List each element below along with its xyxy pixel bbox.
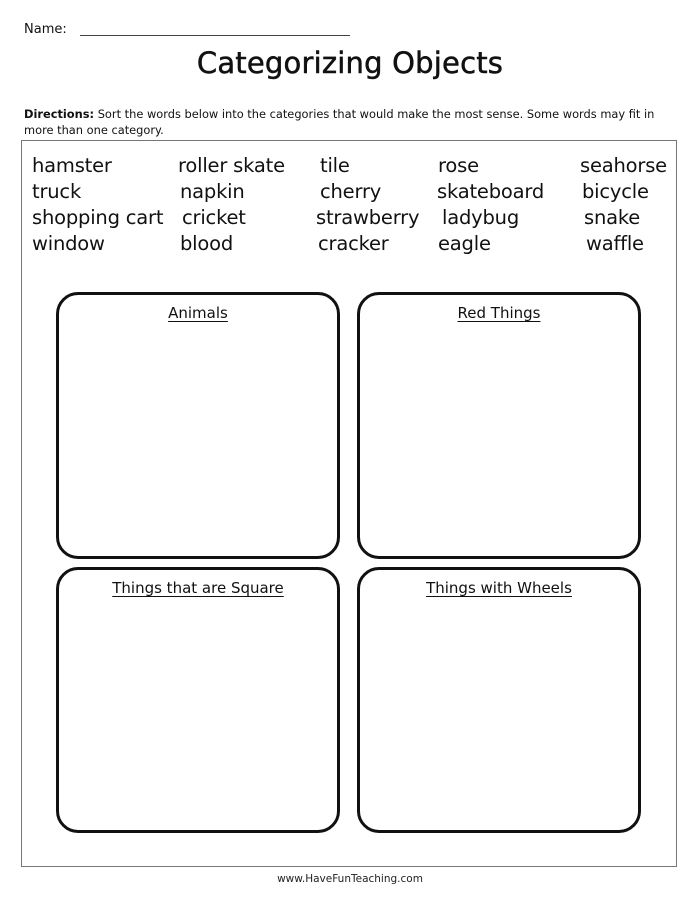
directions — [24, 106, 676, 138]
category-box-things-with-wheels[interactable] — [357, 567, 641, 833]
word-bank-item: hamster — [32, 154, 112, 177]
name-label: Name: — [24, 22, 67, 37]
category-box-animals[interactable] — [56, 292, 340, 559]
word-bank-item: roller skate — [178, 154, 285, 177]
word-bank-item: tile — [320, 154, 350, 177]
directions-text: Sort the words below into the categories that would make the most sense. Some words may fit in more than one category. — [24, 107, 655, 137]
word-bank-item: cracker — [318, 232, 389, 255]
word-bank-item: snake — [584, 206, 641, 229]
word-bank-item: seahorse — [580, 154, 667, 177]
word-bank-item: truck — [32, 180, 82, 203]
word-bank-item: cricket — [182, 206, 246, 229]
word-bank-item: waffle — [586, 232, 644, 255]
category-title: Things that are Square — [112, 579, 284, 597]
word-bank-item: shopping cart — [32, 206, 164, 229]
page-title: Categorizing Objects — [196, 46, 504, 80]
word-bank-item: napkin — [180, 180, 245, 203]
word-bank-item: eagle — [438, 232, 491, 255]
word-bank-item: skateboard — [437, 180, 545, 203]
directions-label: Directions: — [24, 107, 95, 121]
word-bank-item: blood — [180, 232, 234, 255]
category-title: Red Things — [457, 304, 541, 322]
category-box-square-things[interactable] — [56, 567, 340, 833]
word-bank-item: rose — [438, 154, 479, 177]
category-title: Things with Wheels — [426, 579, 572, 597]
word-bank-item: ladybug — [442, 206, 519, 229]
word-bank-item: window — [32, 232, 105, 255]
category-box-red-things[interactable] — [357, 292, 641, 559]
name-line[interactable] — [80, 35, 350, 36]
word-bank-item: cherry — [320, 180, 382, 203]
footer-site: www.HaveFunTeaching.com — [277, 873, 423, 885]
word-bank-item: strawberry — [316, 206, 420, 229]
category-title: Animals — [168, 304, 228, 322]
word-bank-item: bicycle — [582, 180, 649, 203]
